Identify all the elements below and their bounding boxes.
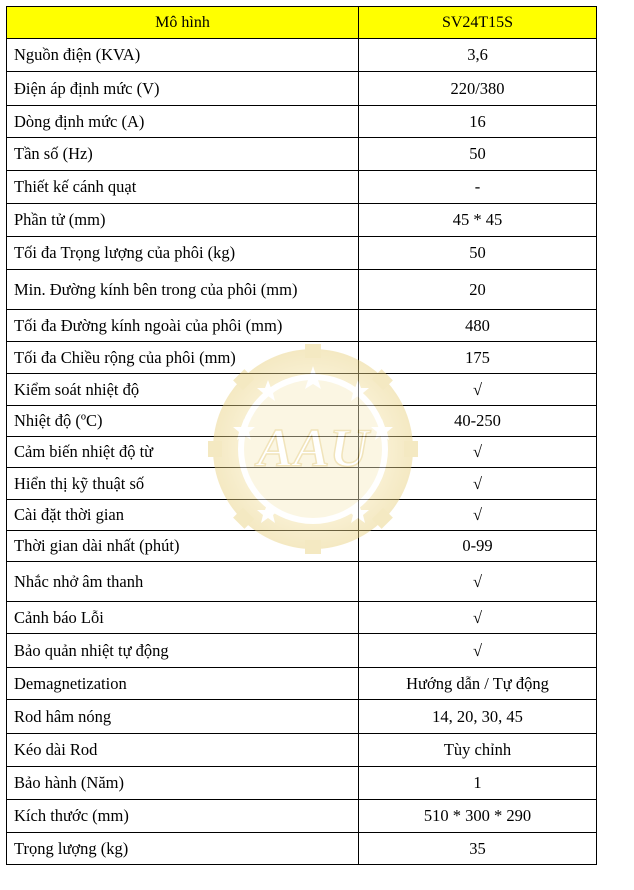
table-row (7, 767, 597, 800)
spec-label-cell: Kéo dài Rod (7, 734, 359, 767)
spec-value-cell: √ (359, 468, 597, 500)
spec-label-cell: Điện áp định mức (V) (7, 72, 359, 106)
spec-label-cell: Demagnetization (7, 668, 359, 700)
table-row (7, 668, 597, 700)
spec-label-cell: Kích thước (mm) (7, 800, 359, 833)
spec-value-cell: 14, 20, 30, 45 (359, 700, 597, 734)
spec-value-cell: Tùy chỉnh (359, 734, 597, 767)
table-row (7, 634, 597, 668)
table-row (7, 72, 597, 106)
spec-value-cell: 510 * 300 * 290 (359, 800, 597, 833)
spec-value-cell: 50 (359, 138, 597, 171)
spec-label-cell: Bảo quản nhiệt tự động (7, 634, 359, 668)
table-row (7, 531, 597, 562)
table-row (7, 700, 597, 734)
spec-value-cell: √ (359, 634, 597, 668)
table-row (7, 310, 597, 342)
spec-value-cell: - (359, 171, 597, 204)
spec-table (6, 6, 597, 865)
spec-value-cell: 0-99 (359, 531, 597, 562)
spec-value-cell: 40-250 (359, 406, 597, 437)
spec-label-cell: Thiết kế cánh quạt (7, 171, 359, 204)
spec-value-cell: 480 (359, 310, 597, 342)
table-row (7, 237, 597, 270)
spec-label-cell: Tần số (Hz) (7, 138, 359, 171)
spec-label-cell: Min. Đường kính bên trong của phôi (mm) (7, 270, 359, 310)
spec-label-cell: Bảo hành (Năm) (7, 767, 359, 800)
spec-label-cell: Cài đặt thời gian (7, 500, 359, 531)
table-row (7, 138, 597, 171)
table-row (7, 833, 597, 865)
table-row (7, 734, 597, 767)
spec-label-cell: Nguồn điện (KVA) (7, 39, 359, 72)
spec-label-cell: Tối đa Chiều rộng của phôi (mm) (7, 342, 359, 374)
spec-value-cell: √ (359, 374, 597, 406)
table-row (7, 204, 597, 237)
spec-label-cell: Tối đa Đường kính ngoài của phôi (mm) (7, 310, 359, 342)
spec-label-cell: Tối đa Trọng lượng của phôi (kg) (7, 237, 359, 270)
table-row (7, 374, 597, 406)
spec-label-cell: Cảnh báo Lỗi (7, 602, 359, 634)
spec-label-cell: Dòng định mức (A) (7, 106, 359, 138)
spec-value-cell: 3,6 (359, 39, 597, 72)
spec-label-cell: Hiển thị kỹ thuật số (7, 468, 359, 500)
spec-label-cell: Nhiệt độ (ºC) (7, 406, 359, 437)
table-row (7, 406, 597, 437)
table-header-row (7, 7, 597, 39)
spec-label-cell: Nhắc nhở âm thanh (7, 562, 359, 602)
table-row (7, 342, 597, 374)
table-row (7, 800, 597, 833)
table-row (7, 270, 597, 310)
header-value-cell: SV24T15S (359, 7, 597, 39)
spec-label-cell: Phần tử (mm) (7, 204, 359, 237)
spec-label-cell: Kiểm soát nhiệt độ (7, 374, 359, 406)
watermark-text: AAU (257, 418, 369, 478)
spec-value-cell: √ (359, 562, 597, 602)
spec-value-cell: √ (359, 602, 597, 634)
table-row (7, 437, 597, 468)
table-row (7, 106, 597, 138)
spec-label-cell: Thời gian dài nhất (phút) (7, 531, 359, 562)
header-label-cell: Mô hình (7, 7, 359, 39)
table-row (7, 39, 597, 72)
spec-value-cell: 35 (359, 833, 597, 865)
table-row (7, 171, 597, 204)
spec-value-cell: 1 (359, 767, 597, 800)
table-row (7, 500, 597, 531)
spec-value-cell: 20 (359, 270, 597, 310)
spec-label-cell: Rod hâm nóng (7, 700, 359, 734)
table-row (7, 602, 597, 634)
spec-table-container (6, 6, 597, 865)
spec-table-body (7, 7, 597, 865)
table-row (7, 468, 597, 500)
spec-value-cell: √ (359, 500, 597, 531)
spec-value-cell: Hướng dẫn / Tự động (359, 668, 597, 700)
spec-value-cell: 175 (359, 342, 597, 374)
table-row (7, 562, 597, 602)
spec-value-cell: 220/380 (359, 72, 597, 106)
spec-value-cell: √ (359, 437, 597, 468)
spec-label-cell: Cảm biến nhiệt độ từ (7, 437, 359, 468)
spec-label-cell: Trọng lượng (kg) (7, 833, 359, 865)
spec-value-cell: 50 (359, 237, 597, 270)
spec-value-cell: 45 * 45 (359, 204, 597, 237)
spec-value-cell: 16 (359, 106, 597, 138)
